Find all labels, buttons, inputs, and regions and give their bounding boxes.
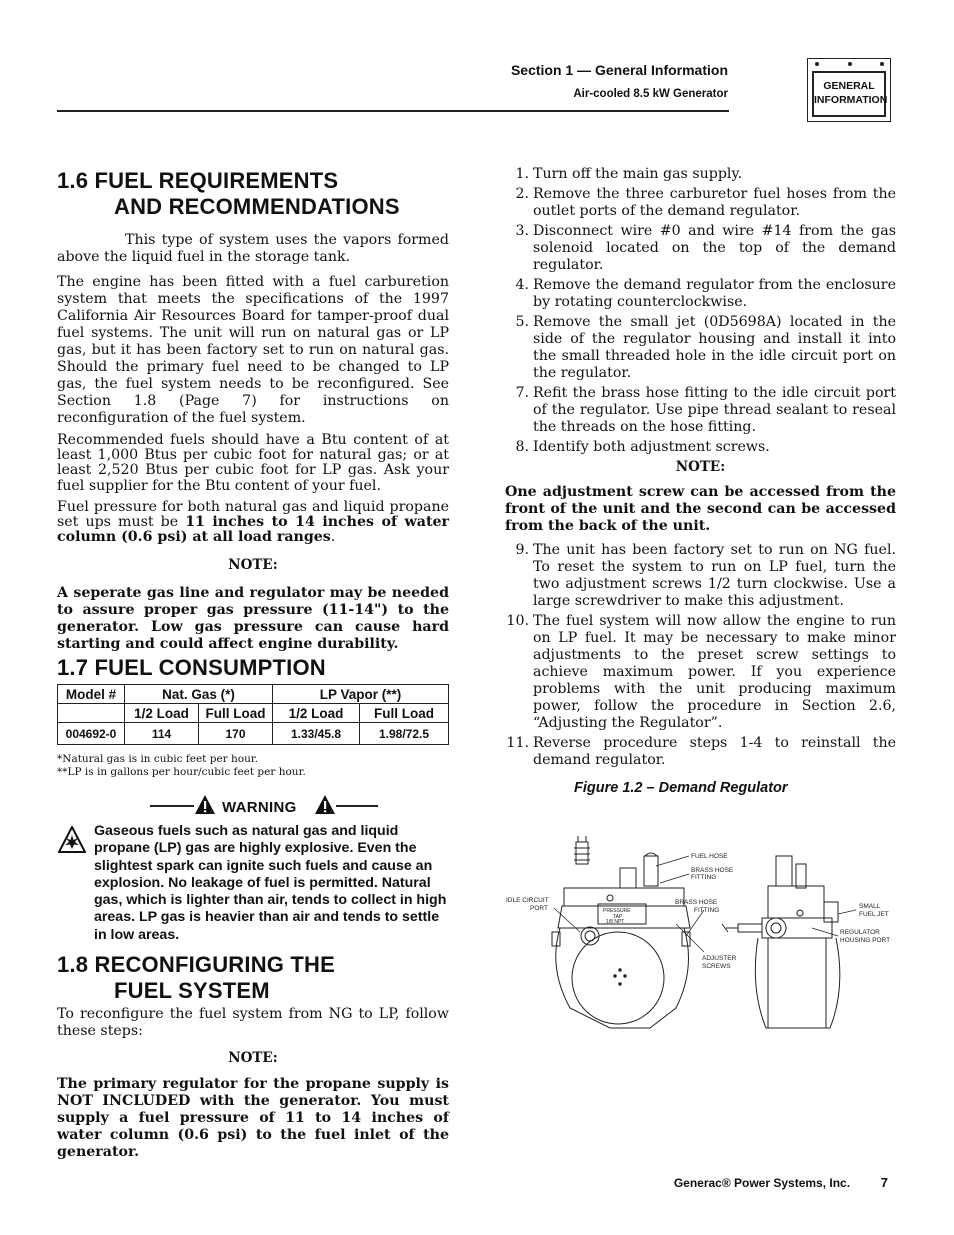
- section-header: Section 1 — General Information: [510, 62, 728, 78]
- step-item: [505, 542, 896, 610]
- label-regulator-housing-port: HOUSING PORT: [840, 937, 891, 944]
- column-subheader: 1/2 Load: [125, 704, 199, 723]
- title-line-2: AND RECOMMENDATIONS: [114, 194, 400, 219]
- step-text: Remove the demand regulator from the enclosure by rotating counterclockwise.: [533, 277, 896, 310]
- section-1-7: [57, 655, 449, 681]
- note-label: NOTE:: [228, 557, 278, 574]
- step-number: 8.: [515, 439, 529, 455]
- figure-caption: Figure 1.2 – Demand Regulator: [574, 780, 788, 796]
- warning-label: WARNING: [222, 799, 297, 816]
- note-label: NOTE:: [675, 459, 726, 475]
- column-subheader: Full Load: [199, 704, 273, 723]
- section-1-8: [57, 952, 449, 1167]
- label-idle-circuit-port: IDLE CIRCUIT: [506, 897, 549, 904]
- step-list: [505, 166, 896, 456]
- table-cell: 170: [199, 723, 273, 745]
- step-text: Refit the brass hose fitting to the idle circuit port of the regulator. Use pipe thread sealant to reseal the threads on the hose fitting.: [533, 385, 896, 435]
- tab-line-1: GENERAL: [823, 80, 875, 92]
- label-pressure-tap: TAP: [613, 914, 623, 920]
- column-header: Nat. Gas (*): [125, 685, 273, 704]
- label-brass-hose-fitting: FITTING: [694, 907, 720, 914]
- note-text: A seperate gas line and regulator may be needed to assure proper gas pressure (11-14") to the generator. Low gas pressure can cause hard starting and could affect engine durability.: [57, 585, 449, 653]
- label-adjuster-screws: SCREWS: [702, 963, 731, 970]
- regulator-front-view: [552, 836, 690, 1028]
- figure-labels: [506, 853, 890, 970]
- footnote: **LP is in gallons per hour/cubic feet per hour.: [57, 766, 306, 778]
- label-small-fuel-jet: FUEL JET: [859, 911, 889, 918]
- table-cell: 1.98/72.5: [360, 723, 449, 745]
- table-footnotes: [57, 753, 306, 779]
- column-subheader: 1/2 Load: [273, 704, 360, 723]
- procedure-steps: [505, 166, 896, 772]
- company-name: Generac® Power Systems, Inc.: [673, 1176, 851, 1190]
- text: Fuel pressure for both natural gas and liquid propane set ups must be: [57, 498, 449, 531]
- table-cell: 1.33/45.8: [273, 723, 360, 745]
- step-text: Reverse procedure steps 1-4 to reinstall the demand regulator.: [533, 735, 896, 768]
- column-header: LP Vapor (**): [273, 685, 449, 704]
- label-pressure-tap: 1/8 NPT: [606, 919, 625, 925]
- section-1-6: [57, 168, 449, 659]
- section-title: 1.7 FUEL CONSUMPTION: [57, 655, 326, 680]
- paragraph: To reconfigure the fuel system from NG to LP, follow these steps:: [57, 1006, 449, 1039]
- label-small-fuel-jet: SMALL: [859, 903, 881, 910]
- table-cell: 004692-0: [58, 723, 125, 745]
- step-number: 7.: [515, 385, 529, 401]
- tab-hole-icon: [815, 62, 819, 66]
- warning-text: Gaseous fuels such as natural gas and liquid propane (LP) gas are highly explosive. Even the slightest spark can ignite such fuels and cause an explosion. No leakage of fuel is permitted. Natural gas, which is lighter than air, tends to collect in high areas. LP gas is heavier than air and tends to settle in low areas.: [94, 823, 447, 943]
- paragraph: Recommended fuels should have a Btu content of at least 1,000 Btus per cubic foot for natural gas; or at least 2,520 Btus per cubic foot for LP gas. Ask your fuel supplier for the Btu content of your fuel.: [57, 432, 449, 494]
- paragraph: This type of system uses the vapors formed above the liquid fuel in the storage tank.: [57, 232, 449, 265]
- title-line-1: 1.6 FUEL REQUIREMENTS: [57, 168, 339, 193]
- note-text: The primary regulator for the propane supply is NOT INCLUDED with the generator. You must supply a fuel pressure of 11 to 14 inches of water column (0.6 psi) to the fuel inlet of the generator.: [57, 1076, 449, 1160]
- page-number: 7: [880, 1175, 888, 1190]
- divider: [336, 805, 378, 807]
- step-text: Disconnect wire #0 and wire #14 from the gas solenoid located on the top of the demand regulator.: [533, 223, 896, 273]
- title-line-1: 1.8 RECONFIGURING THE: [57, 952, 336, 977]
- warning-triangle-icon: [314, 794, 336, 816]
- label-fuel-hose: FUEL HOSE: [691, 853, 728, 860]
- paragraph: The engine has been fitted with a fuel carburetion system that meets the specifications of the 1997 California Air Resources Board for tamper-proof dual fuel systems. The unit will run on natural gas or LP gas, but it has been factory set to run on natural gas. Should the primary fuel need to be changed to LP gas, the fuel system needs to be reconfigured. See Section 1.8 (Page 7) for instructions on reconfiguration of the fuel system.: [57, 274, 449, 426]
- tab-hole-icon: [848, 62, 852, 66]
- step-text: Turn off the main gas supply.: [533, 166, 743, 182]
- step-item: [505, 186, 896, 220]
- tab-label: [812, 71, 886, 117]
- step-item: [505, 166, 896, 183]
- step-text: The unit has been factory set to run on NG fuel. To reset the system to run on LP fuel, turn the two adjustment screws 1/2 turn clockwise. Use a large screwdriver to make this adjustment.: [533, 542, 896, 609]
- tab-line-2: INFORMATION: [814, 94, 888, 106]
- step-number: 10.: [506, 613, 529, 629]
- step-item: [505, 439, 896, 456]
- step-text: Remove the three carburetor fuel hoses from the outlet ports of the demand regulator.: [533, 186, 896, 219]
- header-divider: [57, 110, 729, 112]
- step-number: 5.: [515, 314, 529, 330]
- page-footer: [674, 1175, 888, 1190]
- table-cell: 114: [125, 723, 199, 745]
- label-adjuster-screws: ADJUSTER: [702, 955, 737, 962]
- divider: [150, 805, 194, 807]
- emphasis-text: 11 inches to 14 inches of water column (0.6 psi) at all load ranges: [57, 514, 450, 546]
- step-item: [505, 735, 896, 769]
- label-brass-hose-fitting: BRASS HOSE: [675, 899, 718, 906]
- section-title: [57, 168, 449, 220]
- column-subheader: Full Load: [360, 704, 449, 723]
- demand-regulator-figure: [500, 828, 900, 1033]
- label-brass-hose-fitting: BRASS HOSE: [691, 867, 734, 874]
- column-header: Model #: [58, 685, 125, 704]
- step-item: [505, 277, 896, 311]
- document-subtitle: Air-cooled 8.5 kW Generator: [573, 88, 728, 100]
- footnote: *Natural gas is in cubic feet per hour.: [57, 753, 259, 765]
- step-text: The fuel system will now allow the engine to run on LP fuel. It may be necessary to make minor adjustments to the preset screw settings to achieve maximum power. If you experience problems with the unit producing maximum power, follow the procedure in Section 2.6, “Adjusting the Regulator”.: [533, 613, 896, 731]
- step-number: 9.: [515, 542, 529, 558]
- step-item: [505, 613, 896, 732]
- label-regulator-housing-port: REGULATOR: [840, 929, 880, 936]
- warning-banner: [150, 792, 378, 820]
- step-text: Remove the small jet (0D5698A) located in the side of the regulator housing and install it into the small threaded hole in the idle circuit port on the regulator.: [533, 314, 896, 381]
- step-number: 1.: [515, 166, 529, 182]
- section-title: [57, 952, 449, 1004]
- section-tab: [807, 58, 891, 122]
- note-label: NOTE:: [228, 1050, 278, 1066]
- step-number: 11.: [506, 735, 529, 751]
- label-idle-circuit-port: PORT: [530, 905, 548, 912]
- label-brass-hose-fitting: FITTING: [691, 874, 717, 881]
- title-line-2: FUEL SYSTEM: [114, 978, 270, 1003]
- label-pressure-tap: PRESSURE: [603, 908, 631, 914]
- step-number: 4.: [515, 277, 529, 293]
- step-item: [505, 223, 896, 274]
- note-text: One adjustment screw can be accessed from the front of the unit and the second can be accessed from the back of the unit.: [505, 484, 896, 534]
- step-number: 2.: [515, 186, 529, 202]
- warning-triangle-icon: [194, 794, 216, 816]
- explosion-hazard-icon: [58, 826, 86, 854]
- tab-hole-icon: [880, 62, 884, 66]
- step-list: [505, 542, 896, 769]
- step-number: 3.: [515, 223, 529, 239]
- step-item: [505, 314, 896, 382]
- table-cell: [58, 704, 125, 723]
- paragraph: [57, 500, 449, 546]
- step-item: [505, 385, 896, 436]
- text: .: [330, 529, 336, 546]
- regulator-side-view: [722, 856, 840, 1028]
- fuel-consumption-table: [57, 684, 449, 745]
- step-text: Identify both adjustment screws.: [533, 439, 770, 455]
